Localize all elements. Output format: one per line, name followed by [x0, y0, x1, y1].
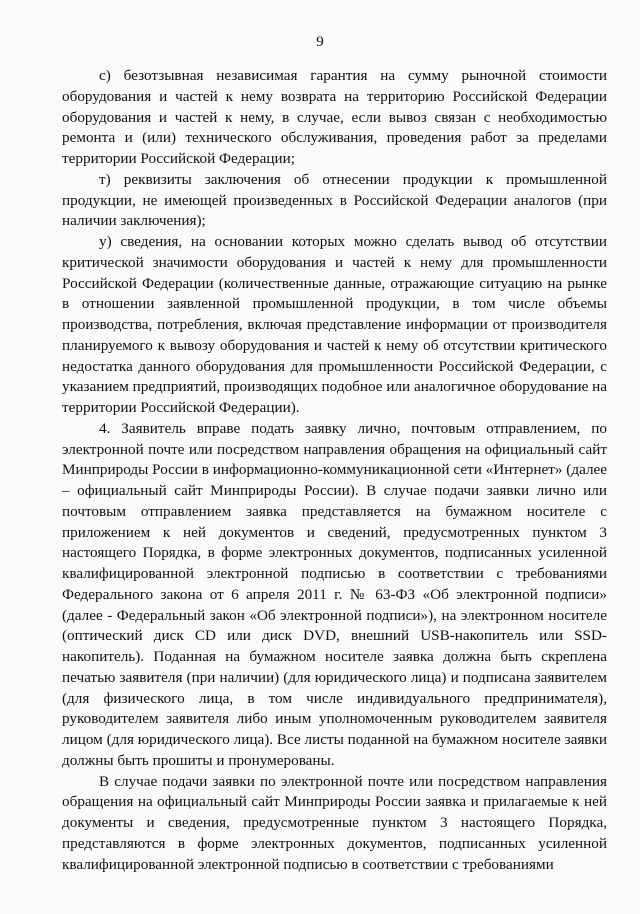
page-number: 9	[316, 34, 324, 50]
paragraph-t: т) реквизиты заключения об отнесении продукции к промышленной продукции, не имеющей произведенных в Российской Федерации аналогов (при наличии заключения);	[62, 170, 607, 230]
paragraph-u: у) сведения, на основании которых можно сделать вывод об отсутствии критической значимости оборудования и частей к нему для промышленности Российской Федерации (количественные данные, отражающие ситуацию на рынке в отношении заявленной промышленной продукции, в том числе объемы производства, потребления, включая представление информации от производителя планируемого к вывозу оборудования и частей к нему об отсутствии критического недостатка данного оборудования для промышленности Российской Федерации, с указанием предприятий, производящих подобное или аналогичное оборудование на территории Российской Федерации).	[62, 233, 607, 416]
paragraph-4: 4. Заявитель вправе подать заявку лично, почтовым отправлением, по электронной почте или посредством направления обращения на официальный сайт Минприроды России в информационно-коммуникационной сети «Интернет» (далее – официальный сайт Минприроды России). В случае подачи заявки лично или почтовым отправлением заявка представляется на бумажном носителе с приложением к ней документов и сведений, предусмотренных пунктом 3 настоящего Порядка, в форме электронных документов, подписанных усиленной квалифицированной электронной подписью в соответствии с требованиями Федерального закона от 6 апреля 2011 г. № 63-ФЗ «Об электронной подписи» (далее - Федеральный закон «Об электронной подписи»), на электронном носителе (оптический диск CD или диск DVD, внешний USB-накопитель или SSD-накопитель). Поданная на бумажном носителе заявка должна быть скреплена печатью заявителя (при наличии) (для юридического лица) и подписана заявителем (для физического лица, в том числе индивидуального предпринимателя), руководителем заявителя либо иным уполномоченным руководителем заявителя лицом (для юридического лица). Все листы поданной на бумажном носителе заявки должны быть прошиты и пронумерованы.	[62, 419, 607, 769]
document-body	[62, 66, 607, 875]
paragraph-electronic-submission: В случае подачи заявки по электронной почте или посредством направления обращения на официальный сайт Минприроды России заявка и прилагаемые к ней документы и сведения, предусмотренные пунктом 3 настоящего Порядка, представляются в форме электронных документов, подписанных усиленной квалифицированной электронной подписью в соответствии с требованиями	[62, 772, 607, 873]
paragraph-s: с) безотзывная независимая гарантия на сумму рыночной стоимости оборудования и частей к нему возврата на территорию Российской Федерации оборудования и частей к нему, в случае, если вывоз связан с необходимостью ремонта и (или) технического обслуживания, проведения работ за пределами территории Российской Федерации;	[62, 67, 607, 167]
